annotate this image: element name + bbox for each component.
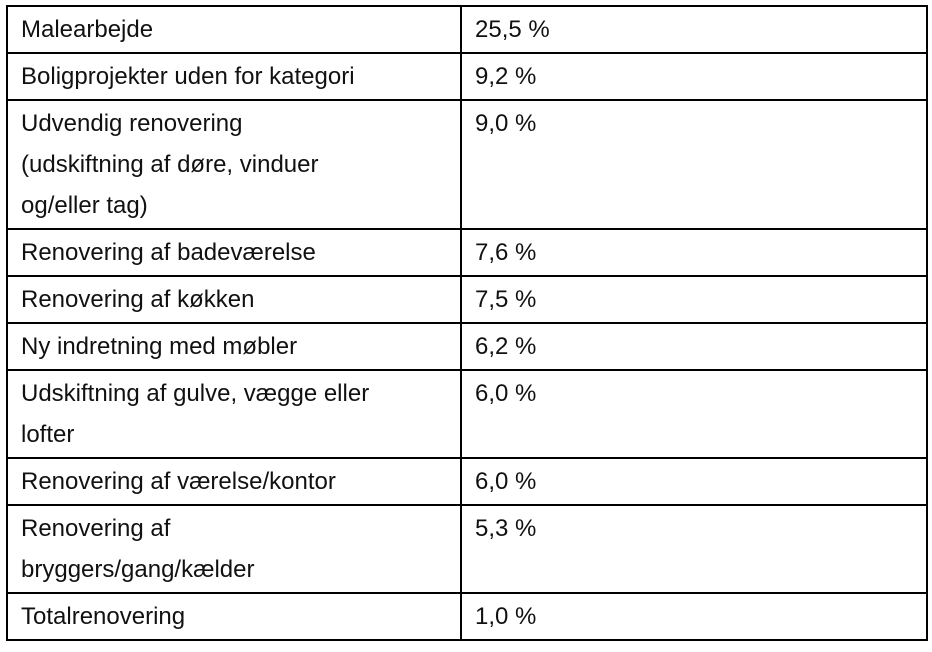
- percentage-cell: 9,0 %: [461, 100, 927, 229]
- percentage-cell: 6,0 %: [461, 370, 927, 458]
- category-line: bryggers/gang/kælder: [21, 556, 255, 583]
- category-cell: Boligprojekter uden for kategori: [7, 53, 461, 100]
- percentage-table-container: [6, 5, 928, 641]
- renovation-category-table: [6, 5, 928, 641]
- category-line: lofter: [21, 421, 75, 448]
- percentage-cell: 5,3 %: [461, 505, 927, 593]
- category-line: Udvendig renovering: [21, 110, 243, 137]
- category-cell: [7, 100, 461, 229]
- percentage-cell: 25,5 %: [461, 6, 927, 53]
- category-cell: [7, 370, 461, 458]
- table-row: [7, 458, 927, 505]
- percentage-cell: 7,6 %: [461, 229, 927, 276]
- category-cell: Renovering af værelse/kontor: [7, 458, 461, 505]
- category-line: Renovering af: [21, 515, 171, 542]
- table-row: [7, 6, 927, 53]
- table-body: [7, 6, 927, 640]
- table-row: [7, 593, 927, 640]
- table-row: [7, 323, 927, 370]
- table-row: [7, 229, 927, 276]
- category-line: (udskiftning af døre, vinduer: [21, 151, 319, 178]
- table-row: [7, 505, 927, 593]
- percentage-cell: 9,2 %: [461, 53, 927, 100]
- percentage-cell: 6,0 %: [461, 458, 927, 505]
- category-cell: Malearbejde: [7, 6, 461, 53]
- category-cell: Renovering af badeværelse: [7, 229, 461, 276]
- category-cell: Renovering af køkken: [7, 276, 461, 323]
- table-row: [7, 276, 927, 323]
- percentage-cell: 1,0 %: [461, 593, 927, 640]
- category-cell: Ny indretning med møbler: [7, 323, 461, 370]
- percentage-cell: 7,5 %: [461, 276, 927, 323]
- table-row: [7, 53, 927, 100]
- table-row: [7, 100, 927, 229]
- percentage-cell: 6,2 %: [461, 323, 927, 370]
- category-cell: Totalrenovering: [7, 593, 461, 640]
- category-cell: [7, 505, 461, 593]
- category-line: og/eller tag): [21, 192, 148, 219]
- table-row: [7, 370, 927, 458]
- category-line: Udskiftning af gulve, vægge eller: [21, 380, 370, 407]
